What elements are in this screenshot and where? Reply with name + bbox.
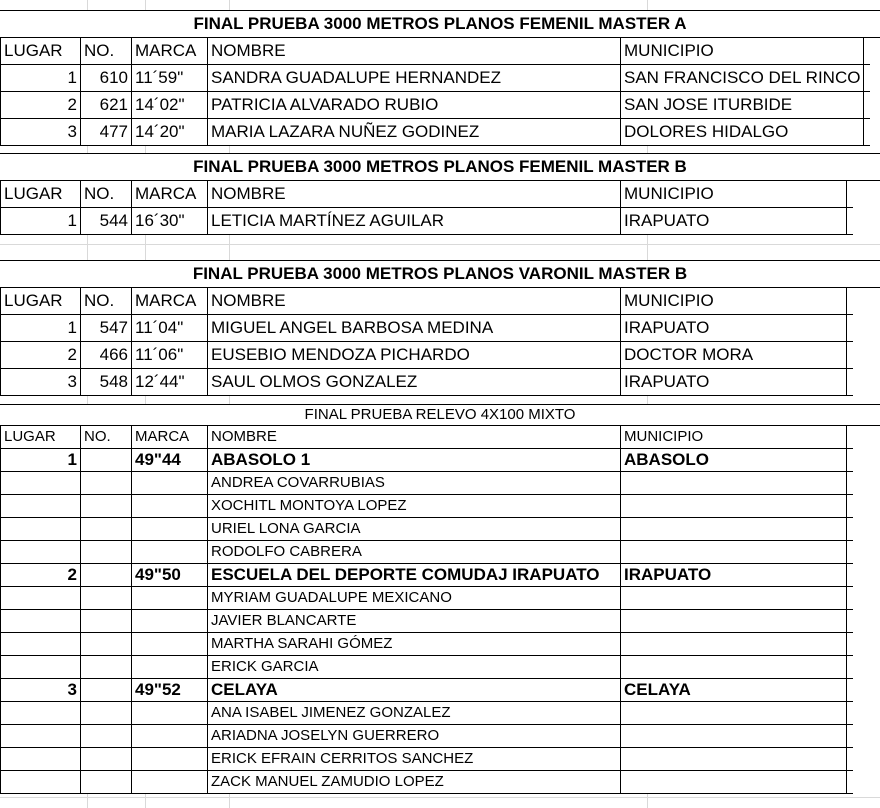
cell-no: 621 — [81, 92, 132, 119]
results-table — [0, 37, 870, 146]
team-row — [1, 449, 854, 472]
header-nombre: NOMBRE — [208, 288, 621, 315]
cell-municipio: IRAPUATO — [621, 208, 847, 235]
cell-marca: 14´20" — [132, 119, 208, 146]
cell-member-name: ANDREA COVARRUBIAS — [208, 472, 621, 495]
table-row — [1, 65, 871, 92]
cell-marca: 11´59" — [132, 65, 208, 92]
cell-lugar: 2 — [1, 564, 81, 587]
gridline — [0, 797, 880, 798]
header-lugar: LUGAR — [1, 38, 81, 65]
cell-member-name: ERICK GARCIA — [208, 656, 621, 679]
member-row — [1, 472, 854, 495]
cell-marca: 49"50 — [132, 564, 208, 587]
cell-municipio: DOCTOR MORA — [621, 342, 847, 369]
cell-lugar: 3 — [1, 119, 81, 146]
cell-marca: 49"44 — [132, 449, 208, 472]
section-title: FINAL PRUEBA 3000 METROS PLANOS VARONIL MASTER B — [0, 260, 880, 288]
table-row — [1, 119, 871, 146]
cell-member-name: ANA ISABEL JIMENEZ GONZALEZ — [208, 702, 621, 725]
member-row — [1, 748, 854, 771]
table-row — [1, 342, 854, 369]
results-table — [0, 180, 853, 235]
cell-member-name: MYRIAM GUADALUPE MEXICANO — [208, 587, 621, 610]
cell-no: 466 — [81, 342, 132, 369]
cell-no: 477 — [81, 119, 132, 146]
cell-member-name: MARTHA SARAHI GÓMEZ — [208, 633, 621, 656]
cell-no — [81, 564, 132, 587]
header-nombre: NOMBRE — [208, 426, 621, 449]
cell-nombre: SANDRA GUADALUPE HERNANDEZ — [208, 65, 621, 92]
cell-member-name: ZACK MANUEL ZAMUDIO LOPEZ — [208, 771, 621, 794]
table-row — [1, 315, 854, 342]
cell-marca: 11´04" — [132, 315, 208, 342]
member-row — [1, 541, 854, 564]
header-nombre: NOMBRE — [208, 38, 621, 65]
cell-lugar: 1 — [1, 65, 81, 92]
section-title: FINAL PRUEBA RELEVO 4X100 MIXTO — [0, 404, 880, 426]
cell-no: 544 — [81, 208, 132, 235]
cell-marca: 16´30" — [132, 208, 208, 235]
cell — [847, 679, 854, 702]
cell-municipio: DOLORES HIDALGO — [621, 119, 864, 146]
cell-lugar: 1 — [1, 449, 81, 472]
cell-lugar: 1 — [1, 315, 81, 342]
header-municipio: MUNICIPIO — [621, 38, 864, 65]
cell-nombre: MARIA LAZARA NUÑEZ GODINEZ — [208, 119, 621, 146]
header-row — [1, 38, 871, 65]
cell-nombre: EUSEBIO MENDOZA PICHARDO — [208, 342, 621, 369]
cell-municipio: IRAPUATO — [621, 369, 847, 396]
cell — [864, 92, 871, 119]
cell — [847, 449, 854, 472]
table-row — [1, 92, 871, 119]
member-row — [1, 725, 854, 748]
cell-member-name: ARIADNA JOSELYN GUERRERO — [208, 725, 621, 748]
cell-marca: 49"52 — [132, 679, 208, 702]
cell-municipio: SAN JOSE ITURBIDE — [621, 92, 864, 119]
header-marca: MARCA — [132, 181, 208, 208]
header-no: NO. — [81, 181, 132, 208]
gridline — [0, 244, 880, 245]
header-nombre: NOMBRE — [208, 181, 621, 208]
header-marca: MARCA — [132, 426, 208, 449]
header-lugar: LUGAR — [1, 288, 81, 315]
cell-marca: 12´44" — [132, 369, 208, 396]
cell-lugar: 3 — [1, 679, 81, 702]
cell-nombre: MIGUEL ANGEL BARBOSA MEDINA — [208, 315, 621, 342]
cell — [847, 288, 854, 315]
relay-table — [0, 425, 853, 794]
header-row — [1, 288, 854, 315]
cell-nombre: PATRICIA ALVARADO RUBIO — [208, 92, 621, 119]
cell — [847, 564, 854, 587]
member-row — [1, 656, 854, 679]
cell — [864, 119, 871, 146]
cell-lugar: 1 — [1, 208, 81, 235]
cell-member-name: XOCHITL MONTOYA LOPEZ — [208, 495, 621, 518]
cell-lugar: 2 — [1, 342, 81, 369]
cell-team-name: CELAYA — [208, 679, 621, 702]
header-no: NO. — [81, 38, 132, 65]
cell-no: 547 — [81, 315, 132, 342]
member-row — [1, 587, 854, 610]
cell-municipio: IRAPUATO — [621, 564, 847, 587]
cell-lugar: 2 — [1, 92, 81, 119]
header-no: NO. — [81, 288, 132, 315]
table-row — [1, 208, 854, 235]
cell-team-name: ABASOLO 1 — [208, 449, 621, 472]
cell-no — [81, 679, 132, 702]
team-row — [1, 679, 854, 702]
cell — [864, 65, 871, 92]
member-row — [1, 771, 854, 794]
header-row — [1, 426, 854, 449]
cell-nombre: SAUL OLMOS GONZALEZ — [208, 369, 621, 396]
cell-marca: 14´02" — [132, 92, 208, 119]
cell — [847, 208, 854, 235]
cell-no: 610 — [81, 65, 132, 92]
section-title: FINAL PRUEBA 3000 METROS PLANOS FEMENIL MASTER B — [0, 153, 880, 181]
cell-municipio: SAN FRANCISCO DEL RINCO — [621, 65, 864, 92]
cell-team-name: ESCUELA DEL DEPORTE COMUDAJ IRAPUATO — [208, 564, 621, 587]
cell-no — [81, 449, 132, 472]
cell-marca: 11´06" — [132, 342, 208, 369]
cell-member-name: RODOLFO CABRERA — [208, 541, 621, 564]
cell-nombre: LETICIA MARTÍNEZ AGUILAR — [208, 208, 621, 235]
cell — [847, 315, 854, 342]
member-row — [1, 633, 854, 656]
member-row — [1, 518, 854, 541]
cell-member-name: ERICK EFRAIN CERRITOS SANCHEZ — [208, 748, 621, 771]
header-row — [1, 181, 854, 208]
member-row — [1, 610, 854, 633]
team-row — [1, 564, 854, 587]
header-lugar: LUGAR — [1, 426, 81, 449]
cell-lugar: 3 — [1, 369, 81, 396]
member-row — [1, 495, 854, 518]
cell — [864, 38, 871, 65]
cell — [847, 426, 854, 449]
cell-municipio: CELAYA — [621, 679, 847, 702]
member-row — [1, 702, 854, 725]
header-marca: MARCA — [132, 288, 208, 315]
header-marca: MARCA — [132, 38, 208, 65]
header-municipio: MUNICIPIO — [621, 288, 847, 315]
results-table — [0, 287, 853, 396]
cell-municipio: ABASOLO — [621, 449, 847, 472]
cell-municipio: IRAPUATO — [621, 315, 847, 342]
cell-member-name: URIEL LONA GARCIA — [208, 518, 621, 541]
header-municipio: MUNICIPIO — [621, 181, 847, 208]
cell-no: 548 — [81, 369, 132, 396]
cell — [847, 342, 854, 369]
table-row — [1, 369, 854, 396]
cell — [847, 369, 854, 396]
header-municipio: MUNICIPIO — [621, 426, 847, 449]
header-no: NO. — [81, 426, 132, 449]
cell — [847, 181, 854, 208]
header-lugar: LUGAR — [1, 181, 81, 208]
cell-member-name: JAVIER BLANCARTE — [208, 610, 621, 633]
section-title: FINAL PRUEBA 3000 METROS PLANOS FEMENIL MASTER A — [0, 10, 880, 38]
